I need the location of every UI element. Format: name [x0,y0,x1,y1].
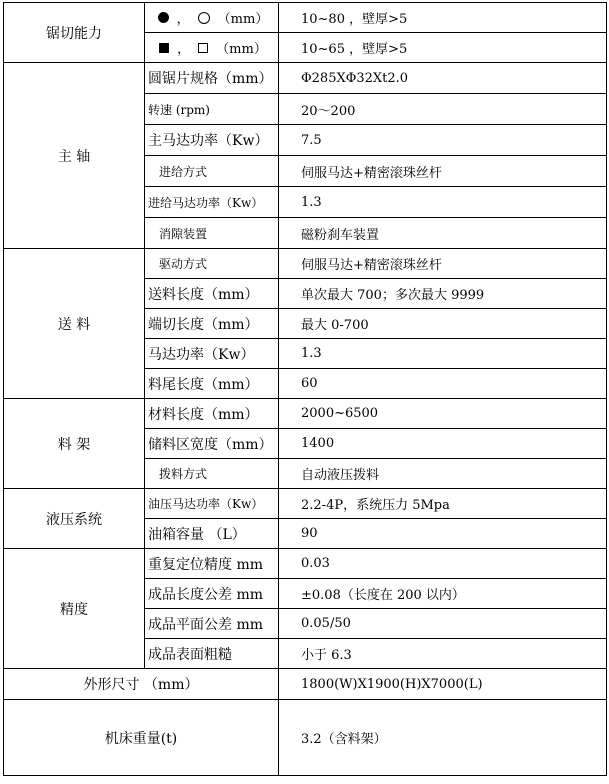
spec-label: 马达功率（Kw） [145,339,279,369]
spec-value: 2.2-4P，系统压力 5Mpa [279,489,607,519]
cutting-round-label: ， （mm） [145,3,279,33]
table-row [4,399,607,429]
spec-label: 储料区宽度（mm） [145,429,279,459]
spec-label: 消隙装置 [145,218,279,249]
spec-label: 拨料方式 [145,459,279,489]
table-row [4,249,607,279]
category-rack: 料 架 [4,399,145,489]
category-spindle: 主 轴 [4,63,145,249]
spec-value: 单次最大 700；多次最大 9999 [279,279,607,309]
spec-value: ±0.08（长度在 200 以内） [279,579,607,609]
spec-label: 成品平面公差 mm [145,609,279,639]
cutting-round-value: 10~80 ，壁厚>5 [279,3,607,33]
spec-label: 油压马达功率（Kw） [145,489,279,519]
category-feeding: 送 料 [4,249,145,399]
spec-value: 1400 [279,429,607,459]
spec-value: 1.3 [279,187,607,218]
dimensions-value: 1800(W)Х1900(H)Х7000(L) [279,669,607,700]
spec-value: 自动液压拨料 [279,459,607,489]
spec-label: 端切长度（mm） [145,309,279,339]
filled-circle-icon [158,12,169,23]
dimensions-label: 外形尺寸 （mm） [4,669,279,700]
filled-square-icon [159,43,169,53]
spec-label: 驱动方式 [145,249,279,279]
spec-label: 成品表面粗糙 [145,639,279,669]
category-cutting: 锯切能力 [4,3,145,63]
table-row [4,3,607,33]
spec-value: 伺服马达+精密滚珠丝杆 [279,156,607,187]
spec-table [3,2,607,776]
spec-label: 重复定位精度 mm [145,549,279,579]
table-row [4,489,607,519]
spec-value: 伺服马达+精密滚珠丝杆 [279,249,607,279]
spec-value: 2000~6500 [279,399,607,429]
spec-value: 小于 6.3 [279,639,607,669]
table-row [4,63,607,94]
spec-label: 送料长度（mm） [145,279,279,309]
table-row [4,700,607,776]
spec-label: 圆锯片规格（mm） [145,63,279,94]
weight-value: 3.2（含料架） [279,700,607,776]
spec-value: 最大 0-700 [279,309,607,339]
table-row [4,669,607,700]
cutting-square-value: 10~65 ，壁厚>5 [279,33,607,63]
spec-value: 90 [279,519,607,549]
spec-label: 进给马达功率（Kw） [145,187,279,218]
spec-value: 0.03 [279,549,607,579]
category-precision: 精度 [4,549,145,669]
spec-value: 1.3 [279,339,607,369]
spec-value: Φ285ХΦ32Хt2.0 [279,63,607,94]
spec-value: 20～200 [279,94,607,125]
hollow-square-icon [198,43,208,53]
hollow-circle-icon [198,12,210,24]
spec-label: 转速 (rpm) [145,94,279,125]
spec-value: 磁粉刹车装置 [279,218,607,249]
spec-label: 成品长度公差 mm [145,579,279,609]
weight-label: 机床重量(t) [4,700,279,776]
spec-value: 7.5 [279,125,607,156]
spec-value: 60 [279,369,607,399]
spec-label: 料尾长度（mm） [145,369,279,399]
spec-label: 主马达功率（Kw） [145,125,279,156]
spec-label: 进给方式 [145,156,279,187]
cutting-square-label: ， （mm） [145,33,279,63]
category-hydraulic: 液压系统 [4,489,145,549]
spec-label: 材料长度（mm） [145,399,279,429]
spec-label: 油箱容量 （L） [145,519,279,549]
spec-value: 0.05/50 [279,609,607,639]
table-row [4,549,607,579]
